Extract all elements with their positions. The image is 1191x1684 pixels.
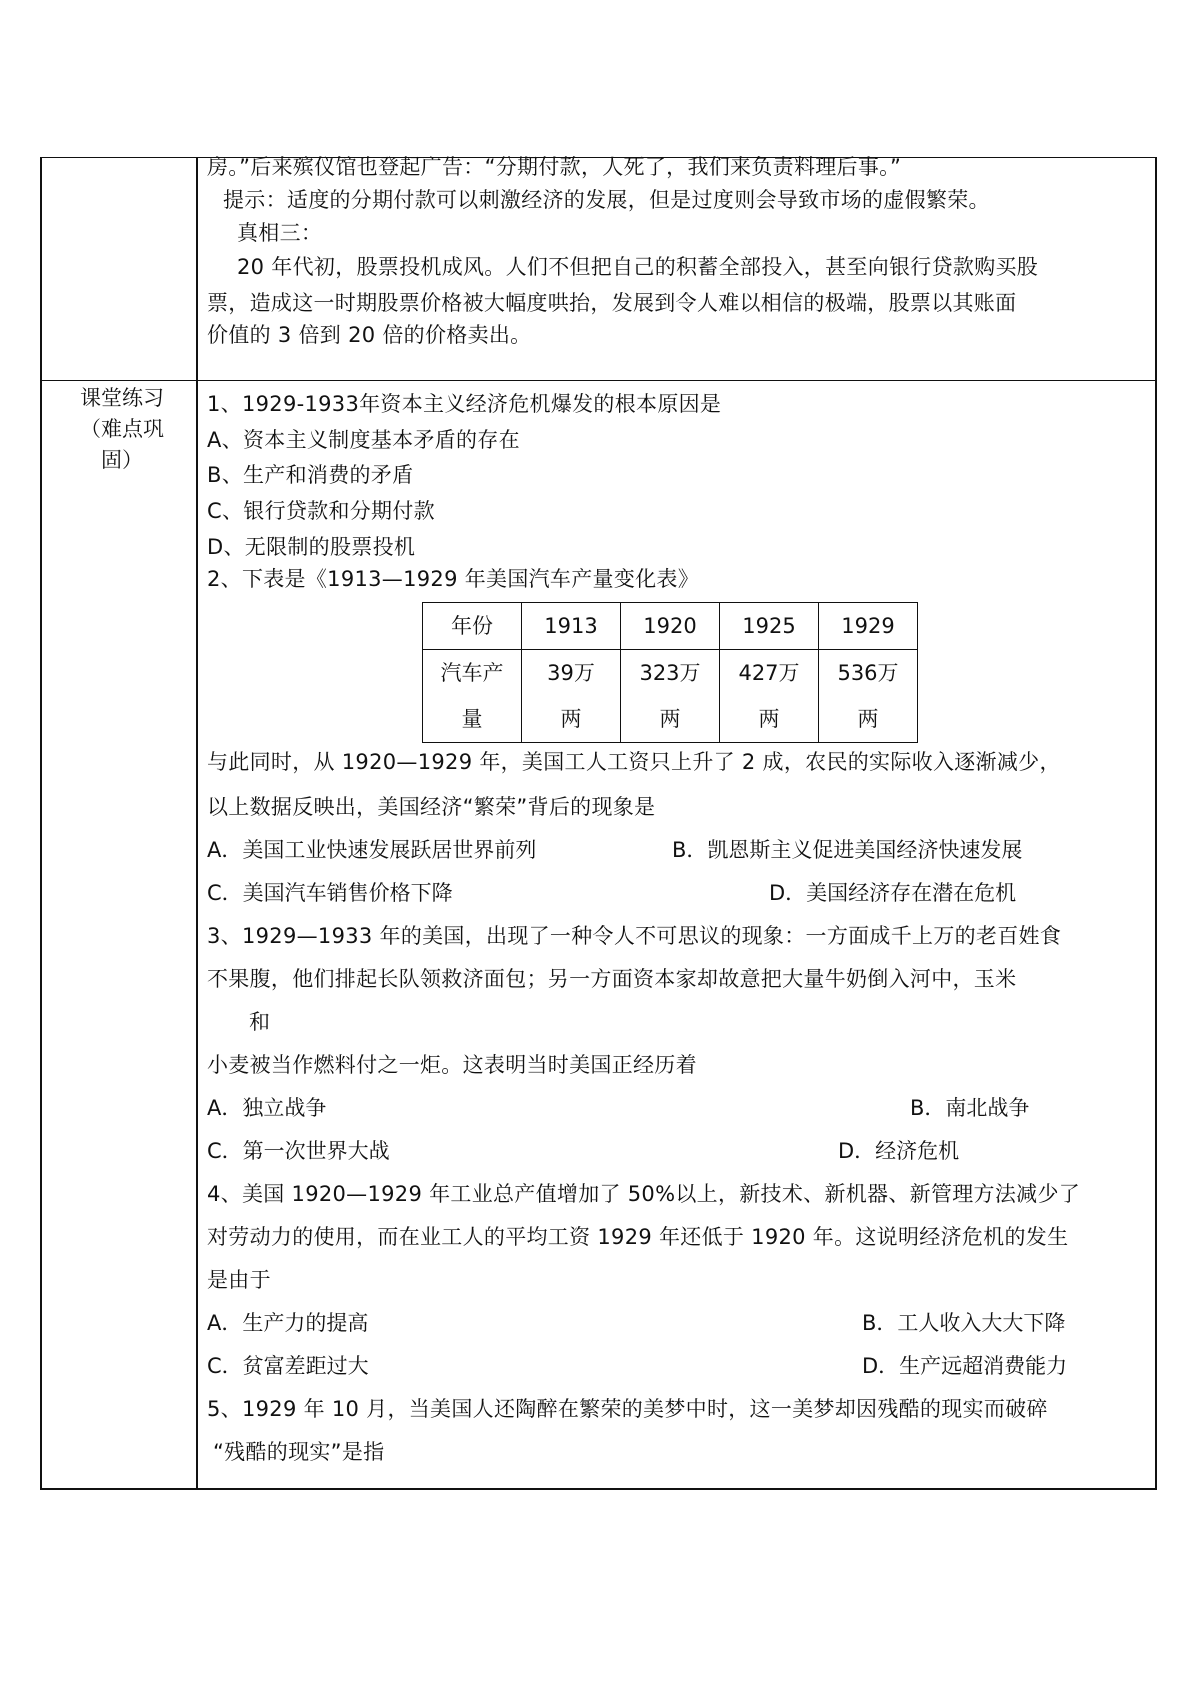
q4-option-a: A．生产力的提高 — [207, 1311, 369, 1335]
row-divider — [40, 380, 1157, 381]
q1-option-d: D、无限制的股票投机 — [207, 535, 416, 559]
q4-option-b: B．工人收入大大下降 — [862, 1311, 1066, 1335]
table-cell: 427万 两 — [720, 650, 819, 743]
q3-line3: 和 — [249, 1010, 271, 1034]
table-row — [423, 603, 918, 650]
truth3-line3: 价值的 3 倍到 20 倍的价格卖出。 — [207, 323, 532, 347]
hint-text: 提示：适度的分期付款可以刺激经济的发展，但是过度则会导致市场的虚假繁荣。 — [223, 188, 990, 212]
truth3-line2: 票，造成这一时期股票价格被大幅度哄抬，发展到令人难以相信的极端，股票以其账面 — [207, 291, 1017, 315]
table-header-cell: 年份 — [423, 603, 522, 650]
q3-option-a: A．独立战争 — [207, 1096, 327, 1120]
q2-option-c: C．美国汽车销售价格下降 — [207, 881, 453, 905]
q5-line1: 5、1929 年 10 月，当美国人还陶醉在繁荣的美梦中时，这一美梦却因残酷的现实而破碎 — [207, 1397, 1048, 1421]
q3-option-d: D．经济危机 — [838, 1139, 960, 1163]
top-text-line1: 房。”后来殡仪馆也登起广告：“分期付款，人死了，我们来负责料理后事。” — [207, 155, 902, 179]
q3-line2: 不果腹，他们排起长队领救济面包；另一方面资本家却故意把大量牛奶倒入河中，玉米 — [207, 967, 1017, 991]
truth3-line1: 20 年代初，股票投机成风。人们不但把自己的积蓄全部投入，甚至向银行贷款购买股 — [237, 255, 1039, 279]
q2-after-line1: 与此同时，从 1920—1929 年，美国工人工资只上升了 2 成，农民的实际收入逐渐减少， — [207, 750, 1061, 774]
car-production-table — [422, 602, 918, 743]
q4-option-c: C．贫富差距过大 — [207, 1354, 369, 1378]
q3-option-c: C．第一次世界大战 — [207, 1139, 390, 1163]
exercise-label-line1: 课堂练习 — [80, 386, 164, 410]
q3-line4: 小麦被当作燃料付之一炬。这表明当时美国正经历着 — [207, 1053, 697, 1077]
exercise-label-line2: （难点巩 — [80, 417, 164, 441]
table-cell: 39万 两 — [522, 650, 621, 743]
q1-option-b: B、生产和消费的矛盾 — [207, 463, 414, 487]
q2-option-b: B．凯恩斯主义促进美国经济快速发展 — [672, 838, 1023, 862]
table-cell: 536万 两 — [819, 650, 918, 743]
table-cell: 323万 两 — [621, 650, 720, 743]
q4-option-d: D．生产远超消费能力 — [862, 1354, 1068, 1378]
q4-line3: 是由于 — [207, 1268, 271, 1292]
table-header-cell: 1929 — [819, 603, 918, 650]
q3-line1: 3、1929—1933 年的美国，出现了一种令人不可思议的现象：一方面成千上万的老百姓食 — [207, 924, 1062, 948]
q1-option-a: A、资本主义制度基本矛盾的存在 — [207, 428, 520, 452]
q5-line2: “残酷的现实”是指 — [213, 1440, 385, 1464]
q3-option-b: B．南北战争 — [910, 1096, 1030, 1120]
q1-option-c: C、银行贷款和分期付款 — [207, 499, 435, 523]
table-row — [423, 650, 918, 743]
table-header-cell: 1913 — [522, 603, 621, 650]
q2-option-d: D．美国经济存在潜在危机 — [769, 881, 1017, 905]
q1-stem: 1、1929-1933年资本主义经济危机爆发的根本原因是 — [207, 392, 722, 416]
q2-after-line2: 以上数据反映出，美国经济“繁荣”背后的现象是 — [207, 795, 656, 819]
table-row-label: 汽车产 量 — [423, 650, 522, 743]
q2-option-a: A．美国工业快速发展跃居世界前列 — [207, 838, 537, 862]
q4-line1: 4、美国 1920—1929 年工业总产值增加了 50%以上，新技术、新机器、新管理方法减少了 — [207, 1182, 1081, 1206]
truth3-title: 真相三： — [237, 221, 323, 245]
table-header-cell: 1920 — [621, 603, 720, 650]
exercise-label-line3: 固） — [101, 448, 143, 472]
q4-line2: 对劳动力的使用，而在业工人的平均工资 1929 年还低于 1920 年。这说明经济危机的发生 — [207, 1225, 1069, 1249]
column-divider — [196, 157, 198, 1490]
table-header-cell: 1925 — [720, 603, 819, 650]
q2-stem: 2、下表是《1913—1929 年美国汽车产量变化表》 — [207, 567, 700, 591]
